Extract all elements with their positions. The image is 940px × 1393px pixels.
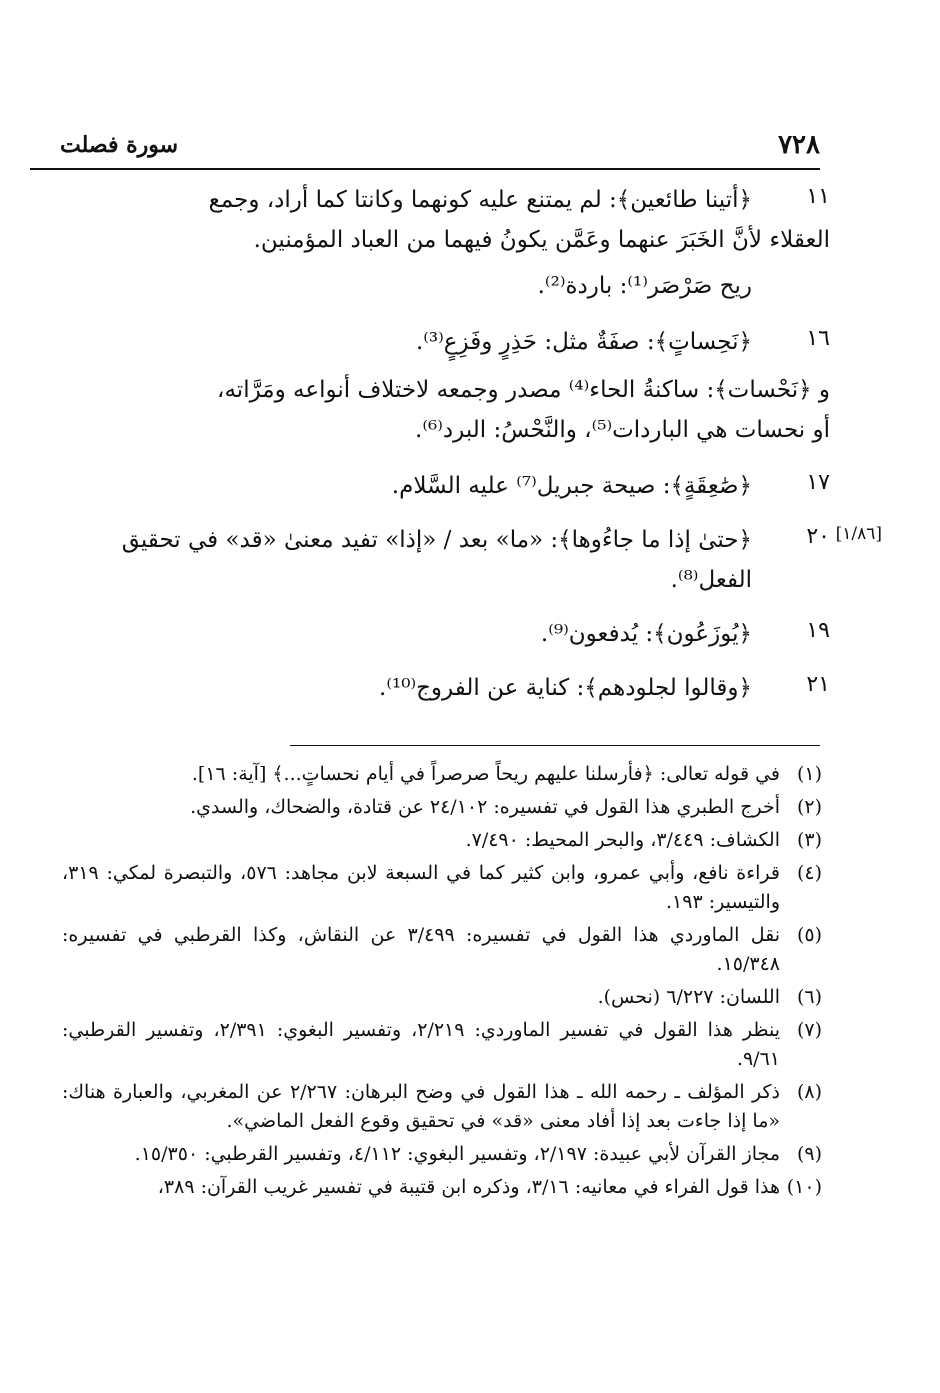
footnote — [62, 983, 822, 1012]
footnote-text: اللسان: ٦/٢٢٧ (نحس). — [597, 986, 780, 1008]
footnote-number: (٩) — [796, 1143, 822, 1165]
footnote — [62, 793, 822, 822]
footnote-number: (٣) — [796, 829, 822, 851]
ayah-number: ١١ — [806, 184, 830, 209]
footnote-text: نقل الماوردي هذا القول في تفسيره: ٣/٤٩٩ عن النقاش، وكذا القرطبي في تفسيره: ١٥/٣٤٨. — [62, 924, 780, 975]
ayah-number: ١٦ — [806, 326, 830, 351]
footnote-number: (٦) — [796, 986, 822, 1008]
ayah-number: ٢١ — [806, 672, 830, 697]
header-divider — [30, 168, 820, 170]
text-line: ﴿صَٰعِقَةٍ﴾: صيحة جبريل⁽⁷⁾ عليه السَّلام. — [391, 473, 752, 499]
text-line: ﴿يُوزَعُون﴾: يُدفعون⁽⁹⁾. — [540, 621, 752, 647]
text-line: ﴿وقالوا لجلودهم﴾: كناية عن الفروج⁽¹⁰⁾. — [379, 675, 752, 701]
text-line: أو نحسات هي الباردات⁽⁵⁾، والنَّحْسُ: البرد⁽⁶⁾. — [415, 417, 830, 443]
footnote — [62, 760, 822, 789]
footnote — [62, 1173, 822, 1202]
entry — [60, 180, 830, 306]
text-line: العقلاء لأنَّ الخَبَرَ عنهما وعَمَّن يكونُ فيهما من العباد المؤمنين. — [253, 227, 830, 253]
text-line: ﴿نَحِساتٍ﴾: صفَةٌ مثل: حَذِرٍ وفَزِعٍ⁽³⁾. — [415, 329, 752, 355]
entry — [60, 466, 830, 506]
footnote — [62, 859, 822, 917]
entry — [60, 322, 830, 450]
text-line: ريح صَرْصَر⁽¹⁾: باردة⁽²⁾. — [537, 273, 752, 299]
footnote-text: الكشاف: ٣/٤٤٩، والبحر المحيط: ٧/٤٩٠. — [465, 829, 780, 851]
surah-title: سورة فصلت — [60, 132, 179, 158]
footnote-number: (١) — [796, 763, 822, 785]
footnote-text: أخرج الطبري هذا القول في تفسيره: ٢٤/١٠٢ عن قتادة، والضحاك، والسدي. — [190, 796, 780, 818]
footnote-text: ذكر المؤلف ـ رحمه الله ـ هذا القول في وضح البرهان: ٢/٢٦٧ عن المغربي، والعبارة هناك: «ما إذا جاءت بعد إذا أفاد معنى «قد» في تحقيق وقوع الفعل الماضي». — [62, 1081, 780, 1132]
footnote-number: (٧) — [796, 1019, 822, 1041]
footnote-text: مجاز القرآن لأبي عبيدة: ٢/١٩٧، وتفسير البغوي: ٤/١١٢، وتفسير القرطبي: ١٥/٣٥٠. — [134, 1143, 780, 1165]
footnote-number: (١٠) — [786, 1176, 822, 1198]
footnote — [62, 1016, 822, 1074]
entry — [60, 520, 882, 600]
footnote-text: هذا قول الفراء في معانيه: ٣/١٦، وذكره ابن قتيبة في تفسير غريب القرآن: ٣٨٩، — [157, 1176, 780, 1198]
footnote-text: في قوله تعالى: ﴿فأرسلنا عليهم ريحاً صرصراً في أيام نحساتٍ...﴾ [آية: ١٦]. — [191, 763, 780, 785]
ayah-number: ١٩ — [806, 618, 830, 643]
footnote-text: ينظر هذا القول في تفسير الماوردي: ٢/٢١٩، وتفسير البغوي: ٢/٣٩١، وتفسير القرطبي: ٩/٦١. — [62, 1019, 780, 1070]
footnote — [62, 1140, 822, 1169]
footnote — [62, 826, 822, 855]
footnote-number: (٤) — [796, 862, 822, 884]
footnote — [62, 1078, 822, 1136]
main-text — [60, 180, 882, 722]
footnotes — [62, 760, 822, 1206]
footnote-text: قراءة نافع، وأبي عمرو، وابن كثير كما في السبعة لابن مجاهد: ٥٧٦، والتبصرة لمكي: ٣١٩، والتيسير: ١٩٣. — [62, 862, 780, 913]
ayah-number: ١٧ — [806, 470, 830, 495]
margin-folio-note: [١/٨٦] — [835, 524, 882, 544]
footnote — [62, 921, 822, 979]
page-number: ٧٢٨ — [778, 130, 820, 160]
text-line: ﴿حتىٰ إذا ما جاءُوها﴾: «ما» بعد / «إذا» تفيد معنىٰ «قد» في تحقيق — [121, 527, 752, 553]
text-line: الفعل⁽⁸⁾. — [670, 567, 752, 593]
footnote-divider — [290, 745, 820, 746]
entry — [60, 614, 830, 654]
ayah-number: ٢٠ — [806, 524, 830, 549]
entry — [60, 668, 830, 708]
page-header — [60, 130, 820, 166]
text-line: و ﴿نَحْسات﴾: ساكنةُ الحاء⁽⁴⁾ مصدر وجمعه لاختلاف أنواعه ومَرَّاته، — [217, 377, 830, 403]
footnote-number: (٨) — [796, 1081, 822, 1103]
text-line: ﴿أتينا طائعين﴾: لم يمتنع عليه كونهما وكانتا كما أراد، وجمع — [208, 187, 752, 213]
footnote-number: (٥) — [796, 924, 822, 946]
footnote-number: (٢) — [796, 796, 822, 818]
